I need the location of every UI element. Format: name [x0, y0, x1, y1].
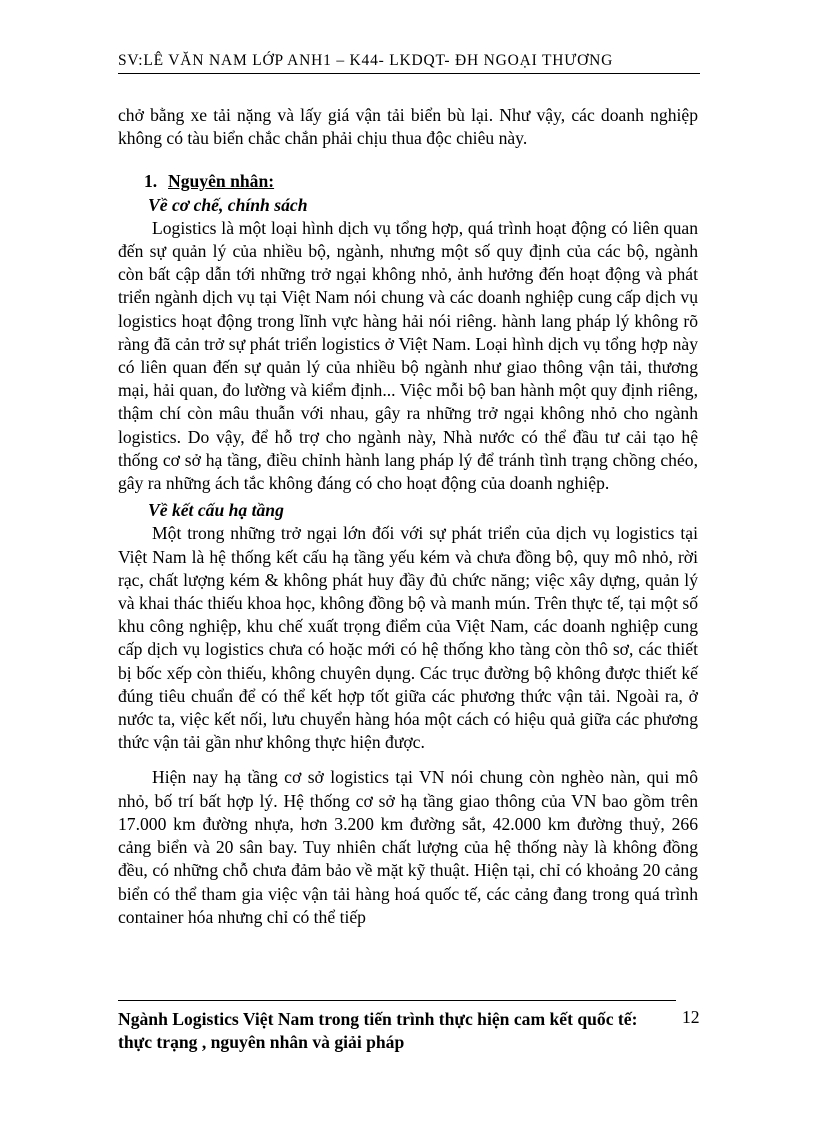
infrastructure-paragraph-2: Hiện nay hạ tầng cơ sở logistics tại VN nói chung còn nghèo nàn, qui mô nhỏ, bố trí bất hợp lý. Hệ thống cơ sở hạ tầng giao thông của VN bao gồm trên 17.000 km đường nhựa, hơn 3.200 km đường sắt, 42.000 km đường thuỷ, 266 cảng biển và 20 sân bay. Tuy nhiên chất lượng của hệ thống này là không đồng đều, có những chỗ chưa đảm bảo về mặt kỹ thuật. Hiện tại, chỉ có khoảng 20 cảng biển có thể tham gia việc vận tải hàng hoá quốc tế, các cảng đang trong quá trình container hóa nhưng chỉ có thể tiếp — [118, 767, 698, 927]
subheading-policy: Về cơ chế, chính sách — [148, 194, 308, 215]
footer-title: Ngành Logistics Việt Nam trong tiến trình thực hiện cam kết quốc tế: thực trạng , nguyên nhân và giải pháp — [118, 1009, 638, 1052]
infrastructure-paragraph-1: Một trong những trở ngại lớn đối với sự phát triển của dịch vụ logistics tại Việt Nam là hệ thống kết cấu hạ tầng yếu kém và chưa đồng bộ, quy mô nhỏ, rời rạc, chất lượng kém & không phát huy đầy đủ chức năng; việc xây dựng, quản lý và khai thác thiếu khoa học, không đồng bộ và manh mún. Trên thực tế, tại một số khu công nghiệp, khu chế xuất trọng điểm của Việt Nam, các doanh nghiệp cung cấp dịch vụ logistics chưa có hoặc mới có hệ thống kho tàng còn thô sơ, các thiết bị bốc xếp còn thiếu, không chuyên dụng. Các trục đường bộ không được thiết kế đúng tiêu chuẩn để có thể kết hợp tốt giữa các phương thức vận tải. Ngoài ra, ở nước ta, việc kết nối, lưu chuyển hàng hóa một cách có hiệu quả giữa các phương thức vận tải gần như không thực hiện được. — [118, 523, 698, 753]
policy-paragraph: Logistics là một loại hình dịch vụ tổng hợp, quá trình hoạt động có liên quan đến sự quản lý của nhiều bộ, ngành, nhưng một số quy định của các bộ, ngành còn bất cập dẫn tới những trở ngại không nhỏ, ảnh hưởng đến hoạt động và phát triển ngành dịch vụ tại Việt Nam nói chung và các doanh nghiệp cung cấp dịch vụ logistics hoạt động trong lĩnh vực hàng hải nói riêng. hành lang pháp lý không rõ ràng đã cản trở sự phát triển logistics ở Việt Nam. Loại hình dịch vụ tổng hợp này có liên quan đến sự quản lý của nhiều bộ ngành như giao thông vận tải, thương mại, hải quan, đo lường và kiểm định... Việc mỗi bộ ban hành một quy định riêng, thậm chí còn mâu thuẫn với nhau, gây ra những trở ngại không nhỏ cho ngành logistics. Do vậy, để hỗ trợ cho ngành này, Nhà nước có thể đầu tư cải tạo hệ thống cơ sở hạ tầng, điều chỉnh hành lang pháp lý để tránh tình trạng chồng chéo, gây ra những ách tắc không đáng có cho hoạt động của doanh nghiệp. — [118, 217, 698, 494]
subheading-infrastructure: Về kết cấu hạ tầng — [148, 500, 284, 521]
header-divider — [118, 73, 700, 74]
running-header: SV:LÊ VĂN NAM LỚP ANH1 – K44- LKDQT- ĐH NGOẠI THƯƠNG — [118, 52, 614, 69]
page-body — [118, 104, 698, 929]
section-heading — [144, 170, 698, 193]
page-number: 12 — [682, 1007, 700, 1027]
footer-divider — [118, 1000, 676, 1001]
intro-paragraph: chở bằng xe tải nặng và lấy giá vận tải biển bù lại. Như vậy, các doanh nghiệp không có tàu biển chắc chắn phải chịu thua độc chiêu này. — [118, 105, 698, 149]
section-title: Nguyên nhân: — [168, 171, 275, 192]
section-number: 1. — [144, 171, 158, 192]
